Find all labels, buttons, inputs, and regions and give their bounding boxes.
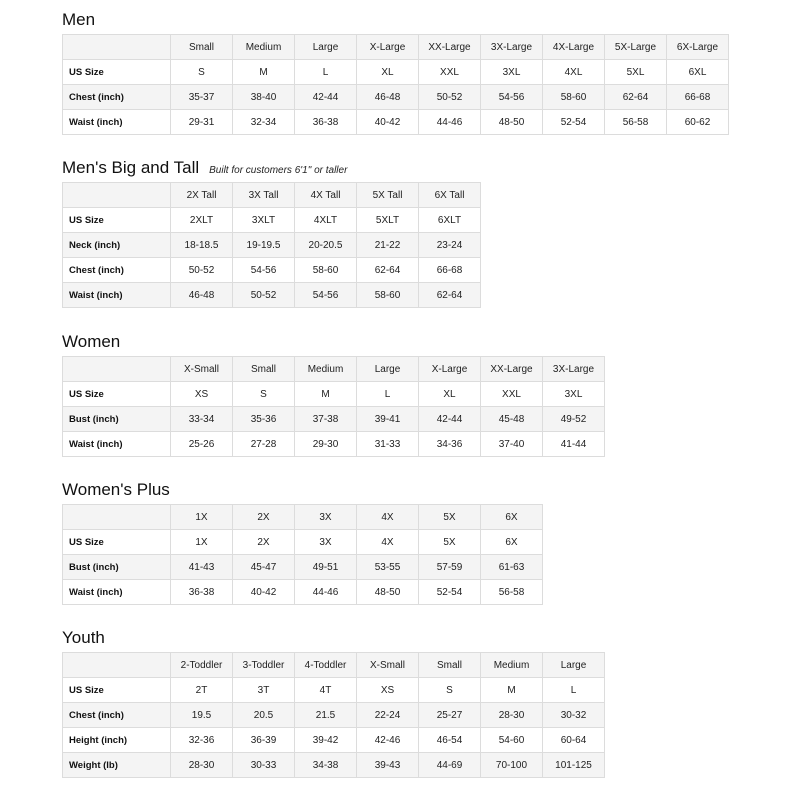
table-cell: M (295, 382, 357, 407)
table-row (63, 580, 543, 605)
row-label: Bust (inch) (63, 407, 171, 432)
table-cell: 6XLT (419, 208, 481, 233)
table-row (63, 753, 605, 778)
column-header: Large (543, 653, 605, 678)
column-header: 5X Tall (357, 183, 419, 208)
section-note: Built for customers 6'1" or taller (209, 165, 348, 176)
table-cell: 39-43 (357, 753, 419, 778)
table-header-row (63, 35, 729, 60)
table-cell: 48-50 (481, 110, 543, 135)
column-header: X-Small (171, 357, 233, 382)
row-label: Waist (inch) (63, 432, 171, 457)
table-cell: 6XL (667, 60, 729, 85)
table-cell: 44-69 (419, 753, 481, 778)
column-header: Small (233, 357, 295, 382)
column-header: XX-Large (419, 35, 481, 60)
table-cell: 42-46 (357, 728, 419, 753)
table-cell: 20.5 (233, 703, 295, 728)
section-title-women: Women (62, 332, 121, 351)
table-cell: 2T (171, 678, 233, 703)
table-cell: 30-32 (543, 703, 605, 728)
table-cell: 25-26 (171, 432, 233, 457)
table-cell: 3XL (543, 382, 605, 407)
table-cell: 35-36 (233, 407, 295, 432)
table-cell: 58-60 (357, 283, 419, 308)
table-cell: 29-30 (295, 432, 357, 457)
table-cell: 52-54 (543, 110, 605, 135)
section-title-youth: Youth (62, 628, 105, 647)
table-cell: 48-50 (357, 580, 419, 605)
table-cell: 35-37 (171, 85, 233, 110)
table-cell: XL (419, 382, 481, 407)
table-cell: 23-24 (419, 233, 481, 258)
table-cell: 36-39 (233, 728, 295, 753)
table-cell: 56-58 (605, 110, 667, 135)
size-table-youth (62, 652, 605, 778)
table-row (63, 555, 543, 580)
table-cell: XS (357, 678, 419, 703)
table-cell: 25-27 (419, 703, 481, 728)
table-cell: 38-40 (233, 85, 295, 110)
table-row (63, 432, 605, 457)
column-header: 3-Toddler (233, 653, 295, 678)
table-corner-cell (63, 653, 171, 678)
table-cell: 60-64 (543, 728, 605, 753)
table-cell: 40-42 (357, 110, 419, 135)
table-header-row (63, 357, 605, 382)
table-cell: 49-52 (543, 407, 605, 432)
table-cell: 3XLT (233, 208, 295, 233)
table-cell: 5XLT (357, 208, 419, 233)
table-cell: 28-30 (171, 753, 233, 778)
table-cell: 6X (481, 530, 543, 555)
table-corner-cell (63, 357, 171, 382)
column-header: X-Large (419, 357, 481, 382)
table-cell: 62-64 (605, 85, 667, 110)
table-cell: 32-36 (171, 728, 233, 753)
table-cell: 36-38 (171, 580, 233, 605)
table-cell: 58-60 (543, 85, 605, 110)
table-cell: 49-51 (295, 555, 357, 580)
table-cell: 3T (233, 678, 295, 703)
table-cell: 18-18.5 (171, 233, 233, 258)
table-cell: 36-38 (295, 110, 357, 135)
table-row (63, 258, 481, 283)
table-cell: 61-63 (481, 555, 543, 580)
table-row (63, 530, 543, 555)
row-label: Waist (inch) (63, 110, 171, 135)
size-table-womens-plus (62, 504, 543, 605)
row-label: Waist (inch) (63, 283, 171, 308)
table-header-row (63, 183, 481, 208)
table-cell: 39-41 (357, 407, 419, 432)
table-cell: 62-64 (419, 283, 481, 308)
table-cell: 70-100 (481, 753, 543, 778)
table-corner-cell (63, 505, 171, 530)
column-header: Small (171, 35, 233, 60)
table-cell: 3X (295, 530, 357, 555)
table-cell: 45-48 (481, 407, 543, 432)
column-header: 1X (171, 505, 233, 530)
table-cell: 4X (357, 530, 419, 555)
table-cell: 41-43 (171, 555, 233, 580)
table-cell: 60-62 (667, 110, 729, 135)
column-header: 4X (357, 505, 419, 530)
section-title-men: Men (62, 10, 96, 29)
table-cell: 21-22 (357, 233, 419, 258)
table-header-row (63, 653, 605, 678)
row-label: US Size (63, 60, 171, 85)
column-header: 2X Tall (171, 183, 233, 208)
table-header-row (63, 505, 543, 530)
table-row (63, 283, 481, 308)
table-cell: 19-19.5 (233, 233, 295, 258)
section-title-womens-plus: Women's Plus (62, 480, 170, 499)
table-cell: 39-42 (295, 728, 357, 753)
table-cell: 1X (171, 530, 233, 555)
table-cell: 34-36 (419, 432, 481, 457)
column-header: Small (419, 653, 481, 678)
table-cell: 19.5 (171, 703, 233, 728)
table-cell: 20-20.5 (295, 233, 357, 258)
table-cell: 29-31 (171, 110, 233, 135)
table-cell: 56-58 (481, 580, 543, 605)
table-cell: 101-125 (543, 753, 605, 778)
table-cell: 44-46 (295, 580, 357, 605)
column-header: 4X Tall (295, 183, 357, 208)
table-cell: 40-42 (233, 580, 295, 605)
table-cell: 66-68 (667, 85, 729, 110)
table-cell: L (295, 60, 357, 85)
table-cell: 4XLT (295, 208, 357, 233)
table-cell: 3XL (481, 60, 543, 85)
column-header: 6X (481, 505, 543, 530)
table-cell: 46-54 (419, 728, 481, 753)
size-table-women (62, 356, 605, 457)
table-cell: 66-68 (419, 258, 481, 283)
table-cell: 30-33 (233, 753, 295, 778)
row-label: Chest (inch) (63, 703, 171, 728)
table-row (63, 703, 605, 728)
column-header: 3X-Large (543, 357, 605, 382)
column-header: Large (295, 35, 357, 60)
table-cell: 22-24 (357, 703, 419, 728)
table-row (63, 233, 481, 258)
column-header: Medium (295, 357, 357, 382)
section-title-mens-big-and-tall: Men's Big and Tall Built for customers 6'1" or taller (62, 158, 348, 177)
row-label: US Size (63, 678, 171, 703)
table-row (63, 110, 729, 135)
column-header: Medium (481, 653, 543, 678)
table-cell: 54-60 (481, 728, 543, 753)
row-label: US Size (63, 530, 171, 555)
table-cell: 33-34 (171, 407, 233, 432)
table-cell: 53-55 (357, 555, 419, 580)
size-table-men (62, 34, 729, 135)
table-cell: 4T (295, 678, 357, 703)
table-cell: L (543, 678, 605, 703)
table-row (63, 382, 605, 407)
table-cell: 52-54 (419, 580, 481, 605)
column-header: 4X-Large (543, 35, 605, 60)
table-cell: 34-38 (295, 753, 357, 778)
table-cell: XL (357, 60, 419, 85)
row-label: Weight (lb) (63, 753, 171, 778)
row-label: Bust (inch) (63, 555, 171, 580)
column-header: XX-Large (481, 357, 543, 382)
column-header: 6X-Large (667, 35, 729, 60)
table-cell: XXL (419, 60, 481, 85)
table-cell: 54-56 (233, 258, 295, 283)
table-cell: 5X (419, 530, 481, 555)
table-cell: 37-40 (481, 432, 543, 457)
table-cell: 28-30 (481, 703, 543, 728)
column-header: 5X (419, 505, 481, 530)
table-cell: 2XLT (171, 208, 233, 233)
column-header: 5X-Large (605, 35, 667, 60)
table-cell: 58-60 (295, 258, 357, 283)
table-cell: 44-46 (419, 110, 481, 135)
column-header: Medium (233, 35, 295, 60)
column-header: 2-Toddler (171, 653, 233, 678)
table-cell: 45-47 (233, 555, 295, 580)
table-row (63, 407, 605, 432)
column-header: 2X (233, 505, 295, 530)
row-label: Chest (inch) (63, 85, 171, 110)
table-cell: 54-56 (481, 85, 543, 110)
row-label: Height (inch) (63, 728, 171, 753)
column-header: X-Small (357, 653, 419, 678)
table-cell: 42-44 (295, 85, 357, 110)
table-row (63, 678, 605, 703)
table-cell: L (357, 382, 419, 407)
row-label: Waist (inch) (63, 580, 171, 605)
table-cell: M (233, 60, 295, 85)
size-table-mens-big-and-tall (62, 182, 481, 308)
row-label: Neck (inch) (63, 233, 171, 258)
table-cell: M (481, 678, 543, 703)
row-label: US Size (63, 382, 171, 407)
row-label: Chest (inch) (63, 258, 171, 283)
table-cell: 46-48 (357, 85, 419, 110)
table-cell: S (233, 382, 295, 407)
table-cell: 50-52 (171, 258, 233, 283)
table-cell: S (419, 678, 481, 703)
column-header: X-Large (357, 35, 419, 60)
table-row (63, 60, 729, 85)
table-cell: XS (171, 382, 233, 407)
table-cell: 32-34 (233, 110, 295, 135)
table-cell: XXL (481, 382, 543, 407)
table-corner-cell (63, 35, 171, 60)
table-cell: 27-28 (233, 432, 295, 457)
table-cell: 50-52 (233, 283, 295, 308)
column-header: 6X Tall (419, 183, 481, 208)
table-cell: 57-59 (419, 555, 481, 580)
table-cell: 5XL (605, 60, 667, 85)
column-header: 3X-Large (481, 35, 543, 60)
table-cell: S (171, 60, 233, 85)
table-cell: 37-38 (295, 407, 357, 432)
table-cell: 50-52 (419, 85, 481, 110)
table-cell: 42-44 (419, 407, 481, 432)
table-row (63, 208, 481, 233)
row-label: US Size (63, 208, 171, 233)
table-row (63, 85, 729, 110)
table-cell: 41-44 (543, 432, 605, 457)
column-header: 3X Tall (233, 183, 295, 208)
table-cell: 62-64 (357, 258, 419, 283)
table-corner-cell (63, 183, 171, 208)
table-cell: 46-48 (171, 283, 233, 308)
table-cell: 21.5 (295, 703, 357, 728)
column-header: Large (357, 357, 419, 382)
table-cell: 31-33 (357, 432, 419, 457)
column-header: 4-Toddler (295, 653, 357, 678)
table-cell: 2X (233, 530, 295, 555)
table-cell: 4XL (543, 60, 605, 85)
table-row (63, 728, 605, 753)
column-header: 3X (295, 505, 357, 530)
table-cell: 54-56 (295, 283, 357, 308)
